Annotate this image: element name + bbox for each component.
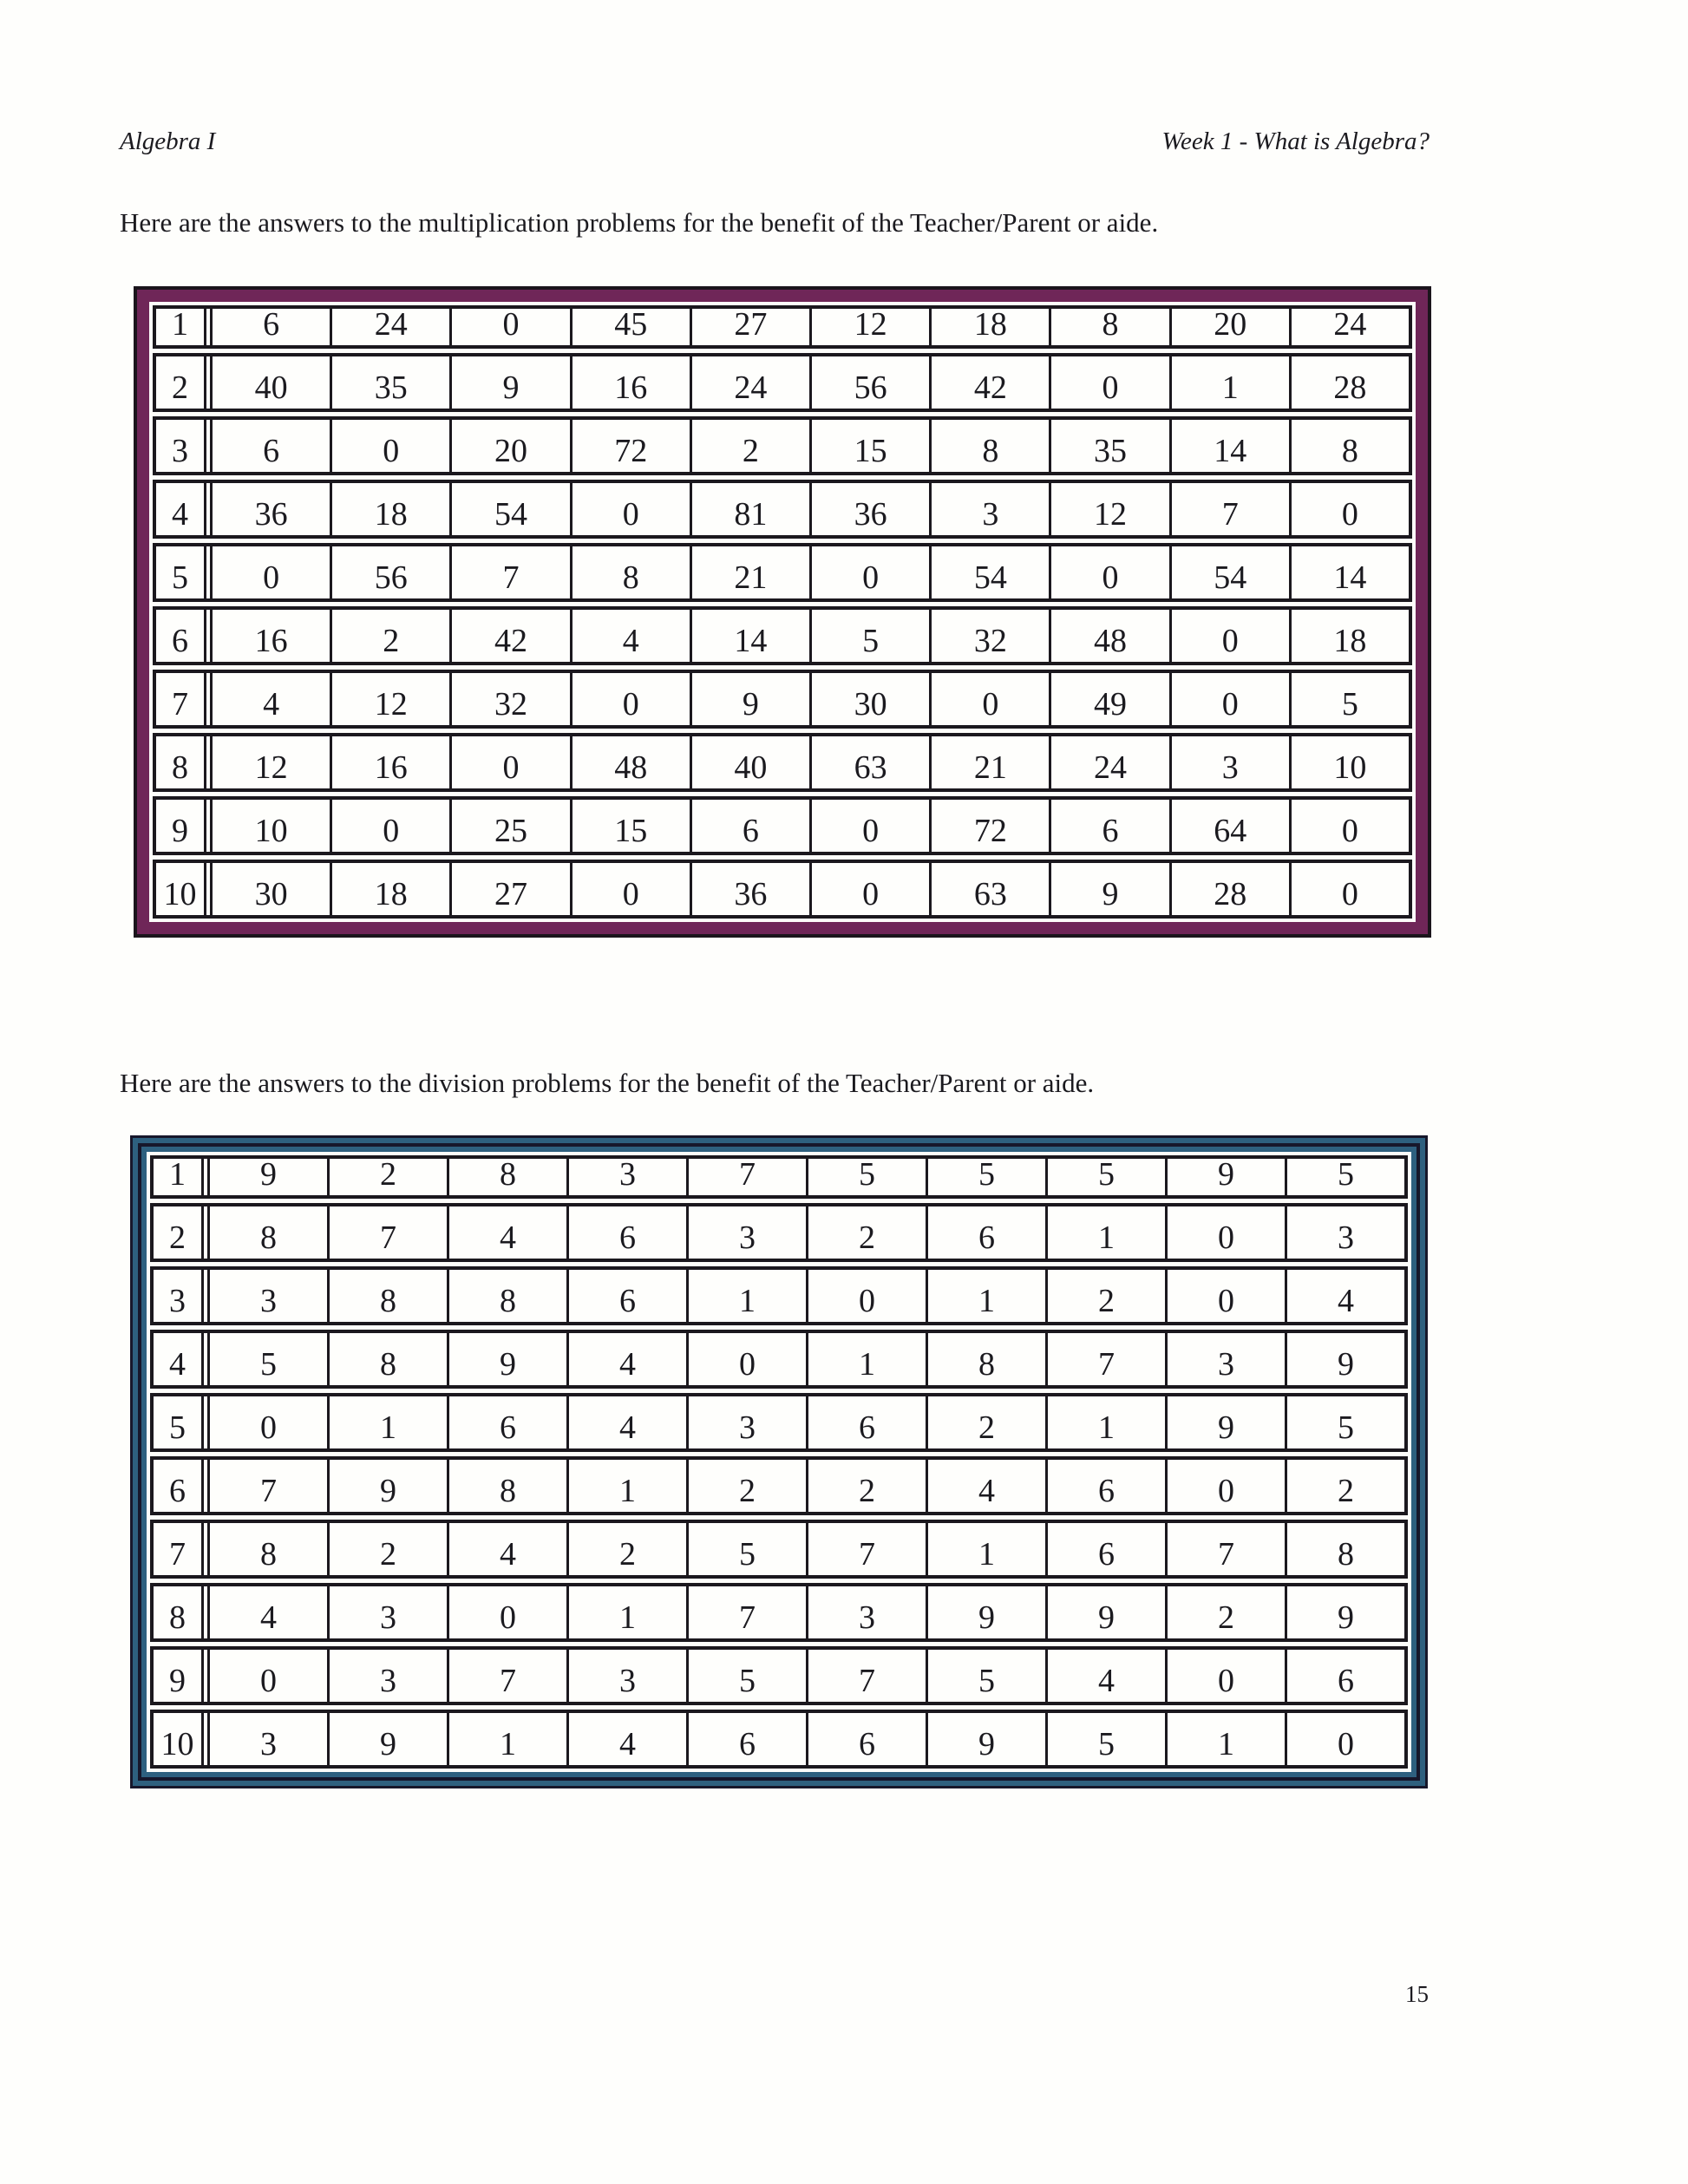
answer-cell: 5 <box>809 610 929 662</box>
answer-cell: 9 <box>1165 1159 1285 1195</box>
answer-cell: 18 <box>929 309 1049 345</box>
row-number-cell: 8 <box>154 1586 210 1638</box>
answer-cell: 7 <box>686 1586 806 1638</box>
answer-cell: 4 <box>263 686 280 723</box>
answer-cell: 2 <box>686 1460 806 1512</box>
answer-cell: 35 <box>330 356 449 409</box>
answer-cell: 8 <box>926 1333 1045 1385</box>
row-number-cell: 6 <box>154 1460 210 1512</box>
answer-cell: 6 <box>263 306 280 343</box>
answer-cell: 8 <box>570 546 690 598</box>
answer-cell: 0 <box>1169 673 1289 725</box>
answer-cell: 7 <box>1165 1523 1285 1575</box>
answer-cell: 0 <box>449 736 569 788</box>
row-number-cell: 1 <box>156 309 213 345</box>
answer-cell: 4 <box>1285 1270 1404 1322</box>
table-row <box>150 1203 1408 1262</box>
answer-cell: 2 <box>806 1460 926 1512</box>
answer-cell: 8 <box>327 1333 447 1385</box>
answer-cell: 20 <box>449 420 569 472</box>
answer-cell: 9 <box>1045 1586 1165 1638</box>
answer-cell: 3 <box>260 1283 277 1319</box>
answer-cell: 15 <box>809 420 929 472</box>
answer-cell: 5 <box>1285 1396 1404 1448</box>
answer-cell: 0 <box>449 309 569 345</box>
answer-cell: 3 <box>566 1159 686 1195</box>
answer-cell: 36 <box>254 496 288 533</box>
answer-cell: 5 <box>686 1523 806 1575</box>
answer-cell: 27 <box>690 309 809 345</box>
answer-cell: 6 <box>566 1270 686 1322</box>
answer-cell: 0 <box>260 1409 277 1446</box>
answer-cell: 4 <box>447 1206 566 1259</box>
answer-cell: 9 <box>926 1713 1045 1765</box>
answer-cell: 0 <box>570 863 690 915</box>
answer-cell: 2 <box>327 1159 447 1195</box>
row-number-cell: 9 <box>156 800 213 852</box>
answer-cell: 12 <box>330 673 449 725</box>
answer-cell: 42 <box>449 610 569 662</box>
answer-cell: 5 <box>926 1650 1045 1702</box>
answer-cell: 3 <box>566 1650 686 1702</box>
answer-cell: 25 <box>449 800 569 852</box>
answer-cell: 0 <box>686 1333 806 1385</box>
answer-cell: 72 <box>929 800 1049 852</box>
answer-cell: 54 <box>449 483 569 535</box>
answer-cell: 4 <box>447 1523 566 1575</box>
answer-cell: 9 <box>260 1156 277 1193</box>
row-number-cell: 3 <box>156 420 213 472</box>
answer-cell: 4 <box>926 1460 1045 1512</box>
division-table-inner-line <box>138 1143 1420 1781</box>
answer-cell: 64 <box>1169 800 1289 852</box>
multiplication-answer-table <box>134 286 1431 938</box>
answer-cell: 7 <box>806 1523 926 1575</box>
answer-cell: 6 <box>806 1396 926 1448</box>
answer-cell: 0 <box>570 673 690 725</box>
answer-cell: 5 <box>686 1650 806 1702</box>
answer-cell: 0 <box>330 420 449 472</box>
row-number-cell: 8 <box>156 736 213 788</box>
answer-cell: 1 <box>1169 356 1289 409</box>
answer-cell: 21 <box>929 736 1049 788</box>
answer-cell: 54 <box>929 546 1049 598</box>
table-row <box>153 543 1412 602</box>
answer-cell: 6 <box>263 433 280 469</box>
answer-cell: 9 <box>926 1586 1045 1638</box>
answer-cell: 4 <box>566 1713 686 1765</box>
answer-cell: 3 <box>686 1206 806 1259</box>
table-row <box>153 480 1412 539</box>
answer-cell: 1 <box>1165 1713 1285 1765</box>
table-row <box>150 1393 1408 1452</box>
answer-cell: 7 <box>449 546 569 598</box>
table-row <box>150 1456 1408 1515</box>
table-row <box>150 1710 1408 1769</box>
answer-cell: 0 <box>806 1270 926 1322</box>
answer-cell: 6 <box>1285 1650 1404 1702</box>
answer-cell: 36 <box>690 863 809 915</box>
answer-cell: 9 <box>1285 1333 1404 1385</box>
table-row <box>153 733 1412 792</box>
answer-cell: 6 <box>1045 1460 1165 1512</box>
answer-cell: 4 <box>1045 1650 1165 1702</box>
table-row <box>153 796 1412 855</box>
answer-cell: 12 <box>254 749 288 786</box>
table-row <box>153 606 1412 665</box>
answer-cell: 7 <box>686 1159 806 1195</box>
answer-cell: 0 <box>260 1663 277 1699</box>
answer-cell: 0 <box>809 800 929 852</box>
answer-cell: 2 <box>690 420 809 472</box>
row-number-cell: 4 <box>154 1333 210 1385</box>
answer-cell: 18 <box>330 483 449 535</box>
row-number-cell: 5 <box>156 546 213 598</box>
answer-cell: 8 <box>260 1536 277 1573</box>
answer-cell: 3 <box>686 1396 806 1448</box>
answer-cell: 0 <box>1165 1460 1285 1512</box>
answer-cell: 9 <box>1165 1396 1285 1448</box>
answer-cell: 8 <box>447 1159 566 1195</box>
answer-cell: 24 <box>1289 309 1409 345</box>
answer-cell: 0 <box>1165 1270 1285 1322</box>
row-number-cell: 2 <box>156 356 213 409</box>
intro-multiplication: Here are the answers to the multiplication problems for the benefit of the Teacher/Parent or aide. <box>120 207 1159 238</box>
answer-cell: 9 <box>1049 863 1168 915</box>
answer-cell: 1 <box>1045 1206 1165 1259</box>
answer-cell: 48 <box>570 736 690 788</box>
table-row <box>153 670 1412 729</box>
answer-cell: 6 <box>1045 1523 1165 1575</box>
answer-cell: 3 <box>1169 736 1289 788</box>
page-number: 15 <box>1405 1981 1429 2007</box>
answer-cell: 32 <box>929 610 1049 662</box>
answer-cell: 2 <box>566 1523 686 1575</box>
answer-cell: 2 <box>1165 1586 1285 1638</box>
answer-cell: 5 <box>926 1159 1045 1195</box>
answer-cell: 14 <box>690 610 809 662</box>
answer-cell: 24 <box>330 309 449 345</box>
division-table-body <box>147 1152 1411 1772</box>
answer-cell: 30 <box>254 876 288 912</box>
answer-cell: 3 <box>260 1726 277 1762</box>
answer-cell: 2 <box>327 1523 447 1575</box>
answer-cell: 1 <box>806 1333 926 1385</box>
answer-cell: 72 <box>570 420 690 472</box>
multiplication-table-body <box>149 302 1416 922</box>
answer-cell: 5 <box>1285 1159 1404 1195</box>
answer-cell: 49 <box>1049 673 1168 725</box>
answer-cell: 63 <box>929 863 1049 915</box>
answer-cell: 8 <box>1049 309 1168 345</box>
row-number-cell: 10 <box>154 1713 210 1765</box>
answer-cell: 1 <box>447 1713 566 1765</box>
answer-cell: 0 <box>263 559 280 596</box>
answer-cell: 0 <box>1285 1713 1404 1765</box>
table-row <box>153 860 1412 919</box>
answer-cell: 3 <box>1285 1206 1404 1259</box>
answer-cell: 6 <box>566 1206 686 1259</box>
answer-cell: 9 <box>327 1713 447 1765</box>
answer-cell: 2 <box>926 1396 1045 1448</box>
answer-cell: 16 <box>570 356 690 409</box>
table-row <box>153 353 1412 412</box>
answer-cell: 18 <box>1289 610 1409 662</box>
answer-cell: 0 <box>1049 356 1168 409</box>
answer-cell: 0 <box>929 673 1049 725</box>
answer-cell: 9 <box>690 673 809 725</box>
answer-cell: 28 <box>1289 356 1409 409</box>
header-course-title: Algebra I <box>120 128 216 155</box>
answer-cell: 40 <box>690 736 809 788</box>
table-row <box>153 416 1412 475</box>
answer-cell: 36 <box>809 483 929 535</box>
answer-cell: 1 <box>926 1270 1045 1322</box>
answer-cell: 54 <box>1169 546 1289 598</box>
answer-cell: 6 <box>806 1713 926 1765</box>
table-row <box>150 1646 1408 1705</box>
row-number-cell: 7 <box>154 1523 210 1575</box>
answer-cell: 8 <box>447 1460 566 1512</box>
answer-cell: 4 <box>570 610 690 662</box>
answer-cell: 4 <box>566 1396 686 1448</box>
answer-cell: 3 <box>327 1650 447 1702</box>
answer-cell: 1 <box>566 1586 686 1638</box>
answer-cell: 0 <box>1165 1206 1285 1259</box>
answer-cell: 3 <box>327 1586 447 1638</box>
answer-cell: 2 <box>330 610 449 662</box>
row-number-cell: 3 <box>154 1270 210 1322</box>
answer-cell: 24 <box>690 356 809 409</box>
answer-cell: 8 <box>1289 420 1409 472</box>
answer-cell: 0 <box>809 863 929 915</box>
answer-cell: 0 <box>1289 800 1409 852</box>
answer-cell: 5 <box>1045 1159 1165 1195</box>
answer-cell: 32 <box>449 673 569 725</box>
answer-cell: 48 <box>1049 610 1168 662</box>
answer-cell: 10 <box>1289 736 1409 788</box>
answer-cell: 7 <box>806 1650 926 1702</box>
answer-cell: 6 <box>1049 800 1168 852</box>
answer-cell: 7 <box>327 1206 447 1259</box>
answer-cell: 10 <box>254 813 288 849</box>
division-table-inner-band <box>141 1147 1416 1777</box>
answer-cell: 14 <box>1289 546 1409 598</box>
intro-division: Here are the answers to the division problems for the benefit of the Teacher/Parent or aide. <box>120 1068 1095 1098</box>
answer-cell: 9 <box>447 1333 566 1385</box>
answer-cell: 7 <box>1169 483 1289 535</box>
row-number-cell: 10 <box>156 863 213 915</box>
answer-cell: 4 <box>260 1599 277 1636</box>
answer-cell: 3 <box>806 1586 926 1638</box>
answer-cell: 0 <box>447 1586 566 1638</box>
answer-cell: 40 <box>254 369 288 406</box>
answer-cell: 28 <box>1169 863 1289 915</box>
answer-cell: 63 <box>809 736 929 788</box>
row-number-cell: 4 <box>156 483 213 535</box>
answer-cell: 81 <box>690 483 809 535</box>
answer-cell: 0 <box>1289 483 1409 535</box>
answer-cell: 0 <box>330 800 449 852</box>
answer-cell: 7 <box>260 1473 277 1509</box>
answer-cell: 8 <box>929 420 1049 472</box>
answer-cell: 6 <box>686 1713 806 1765</box>
answer-cell: 1 <box>327 1396 447 1448</box>
answer-cell: 5 <box>806 1159 926 1195</box>
answer-cell: 1 <box>926 1523 1045 1575</box>
table-row <box>150 1330 1408 1389</box>
row-number-cell: 7 <box>156 673 213 725</box>
doc-header <box>120 126 1430 157</box>
answer-cell: 16 <box>254 623 288 659</box>
answer-cell: 18 <box>330 863 449 915</box>
answer-cell: 24 <box>1049 736 1168 788</box>
answer-cell: 0 <box>570 483 690 535</box>
answer-cell: 1 <box>1045 1396 1165 1448</box>
answer-cell: 14 <box>1169 420 1289 472</box>
answer-cell: 8 <box>260 1220 277 1256</box>
answer-cell: 20 <box>1169 309 1289 345</box>
answer-cell: 6 <box>447 1396 566 1448</box>
answer-cell: 7 <box>447 1650 566 1702</box>
answer-cell: 30 <box>809 673 929 725</box>
answer-cell: 35 <box>1049 420 1168 472</box>
answer-cell: 9 <box>449 356 569 409</box>
answer-cell: 15 <box>570 800 690 852</box>
answer-cell: 0 <box>1169 610 1289 662</box>
answer-cell: 27 <box>449 863 569 915</box>
answer-cell: 3 <box>1165 1333 1285 1385</box>
table-row <box>150 1155 1408 1199</box>
answer-cell: 4 <box>566 1333 686 1385</box>
answer-cell: 2 <box>1045 1270 1165 1322</box>
row-number-cell: 5 <box>154 1396 210 1448</box>
answer-cell: 8 <box>1285 1523 1404 1575</box>
answer-cell: 6 <box>690 800 809 852</box>
answer-cell: 16 <box>330 736 449 788</box>
answer-cell: 0 <box>1289 863 1409 915</box>
answer-cell: 2 <box>806 1206 926 1259</box>
answer-cell: 8 <box>327 1270 447 1322</box>
division-answer-table <box>130 1135 1428 1788</box>
answer-cell: 8 <box>447 1270 566 1322</box>
table-row <box>150 1266 1408 1325</box>
answer-cell: 9 <box>327 1460 447 1512</box>
answer-cell: 0 <box>809 546 929 598</box>
table-row <box>150 1520 1408 1579</box>
answer-cell: 56 <box>330 546 449 598</box>
table-row <box>153 305 1412 349</box>
answer-cell: 42 <box>929 356 1049 409</box>
row-number-cell: 9 <box>154 1650 210 1702</box>
answer-cell: 5 <box>1289 673 1409 725</box>
table-row <box>150 1583 1408 1642</box>
page-content <box>120 0 1430 1788</box>
row-number-cell: 1 <box>154 1159 210 1195</box>
answer-cell: 0 <box>1049 546 1168 598</box>
answer-cell: 3 <box>929 483 1049 535</box>
row-number-cell: 6 <box>156 610 213 662</box>
answer-cell: 1 <box>566 1460 686 1512</box>
answer-cell: 2 <box>1285 1460 1404 1512</box>
answer-cell: 5 <box>260 1346 277 1383</box>
answer-cell: 9 <box>1285 1586 1404 1638</box>
answer-cell: 12 <box>1049 483 1168 535</box>
answer-cell: 12 <box>809 309 929 345</box>
header-week-title: Week 1 - What is Algebra? <box>1161 128 1430 155</box>
row-number-cell: 2 <box>154 1206 210 1259</box>
answer-cell: 45 <box>570 309 690 345</box>
answer-cell: 5 <box>1045 1713 1165 1765</box>
answer-cell: 7 <box>1045 1333 1165 1385</box>
answer-cell: 1 <box>686 1270 806 1322</box>
answer-cell: 6 <box>926 1206 1045 1259</box>
answer-cell: 0 <box>1165 1650 1285 1702</box>
answer-cell: 56 <box>809 356 929 409</box>
answer-cell: 21 <box>690 546 809 598</box>
